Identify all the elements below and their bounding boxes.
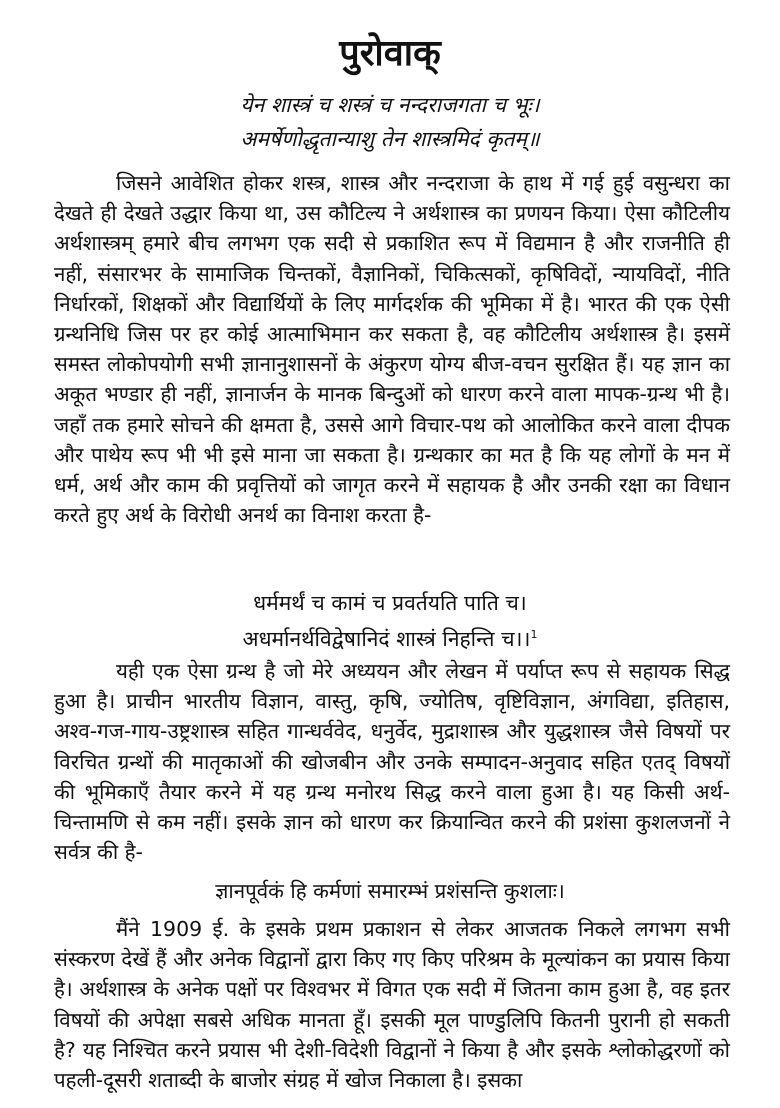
middle-verse-line-1: धर्ममर्थं च कामं च प्रवर्तयति पाति च।	[253, 591, 527, 615]
paragraph-3: मैंने 1909 ई. के इसके प्रथम प्रकाशन से लेकर आजतक निकले लगभग सभी संस्करण देखें हैं और अनेक विद्वानों द्वारा किए गए किए परिश्रम के मूल्यांकन का प्रयास किया है। अर्थशास्त्र के अनेक पक्षों पर विश्वभर में विगत एक सदी में जितना काम हुआ है, वह इतर विषयों की अपेक्षा सबसे अधिक मानता हूँ। इसकी मूल पाण्डुलिपि कितनी पुरानी हो सकती है? यह निश्चित करने प्रयास भी देशी-विदेशी विद्वानों ने किया है और इसके श्लोकोद्धरणों को पहली-दूसरी शताब्दी के बाजोर संग्रह में खोज निकाला है। इसका	[54, 917, 730, 1093]
middle-verse-text: अधर्मानर्थविद्वेषानिदं शास्त्रं निहन्ति च।।	[242, 627, 531, 651]
footnote-mark: 1	[530, 628, 538, 641]
opening-verse-line-2: अमर्षेणोद्धृतान्याशु तेन शास्त्रमिदं कृतम्॥	[240, 127, 540, 151]
paragraph-2: यही एक ऐसा ग्रन्थ है जो मेरे अध्ययन और लेखन में पर्याप्त रूप से सहायक सिद्ध हुआ है। प्राचीन भारतीय विज्ञान, वास्तु, कृषि, ज्योतिष, वृष्टिविज्ञान, अंगविद्या, इतिहास, अश्व-गज-गाय-उष्ट्रशास्त्र सहित गान्धर्ववेद, धनुर्वेद, मुद्राशास्त्र और युद्धशास्त्र जैसे विषयों पर विरचित ग्रन्थों की मातृकाओं की खोजबीन और उनके सम्पादन-अनुवाद सहित एतद् विषयों की भूमिकाएँ तैयार करने में यह ग्रन्थ मनोरथ सिद्ध करने वाला हुआ है। यह किसी अर्थ-चिन्तामणि से कम नहीं। इसके ज्ञान को धारण कर क्रियान्वित करने की प्रशंसा कुशलजनों ने सर्वत्र की है-	[54, 659, 730, 865]
paragraph-1: जिसने आवेशित होकर शस्त्र, शास्त्र और नन्दराजा के हाथ में गई हुई वसुन्धरा का देखते ही देखते उद्धार किया था, उस कौटिल्य ने अर्थशास्त्र का प्रणयन किया। ऐसा कौटिलीय अर्थशास्त्रम् हमारे बीच लगभग एक सदी से प्रकाशित रूप में विद्यमान है और राजनीति ही नहीं, संसारभर के सामाजिक चिन्तकों, वैज्ञानिकों, चिकित्सकों, कृषिविदों, न्यायविदों, नीति निर्धारकों, शिक्षकों और विद्यार्थियों के लिए मार्गदर्शक की भूमिका में है। भारत की एक ऐसी ग्रन्थनिधि जिस पर हर कोई आत्माभिमान कर सकता है, वह कौटिलीय अर्थशास्त्र है। इसमें समस्त लोकोपयोगी सभी ज्ञानानुशासनों के अंकुरण योग्य बीज-वचन सुरक्षित हैं। यह ज्ञान का अकूत भण्डार ही नहीं, ज्ञानार्जन के मानक बिन्दुओं को धारण करने वाला मापक-ग्रन्थ भी है। जहाँ तक हमारे सोचने की क्षमता है, उससे आगे विचार-पथ को आलोकित करने वाला दीपक और पाथेय रूप भी भी इसे माना जा सकता है। ग्रन्थकार का मत है कि यह लोगों के मन में धर्म, अर्थ और काम की प्रवृत्तियों को जागृत करने में सहायक है और उनकी रक्षा का विधान करते हुए अर्थ के विरोधी अनर्थ का विनाश करता है-	[54, 171, 730, 528]
quote-line: ज्ञानपूर्वकं हि कर्मणां समारम्भं प्रशंसन्ति कुशलाः।	[215, 879, 565, 903]
page-title: पुरोवाक्	[339, 33, 441, 74]
opening-verse-line-1: येन शास्त्रं च शस्त्रं च नन्दराजगता च भूः।	[240, 93, 540, 117]
middle-verse-line-2	[0, 618, 780, 656]
